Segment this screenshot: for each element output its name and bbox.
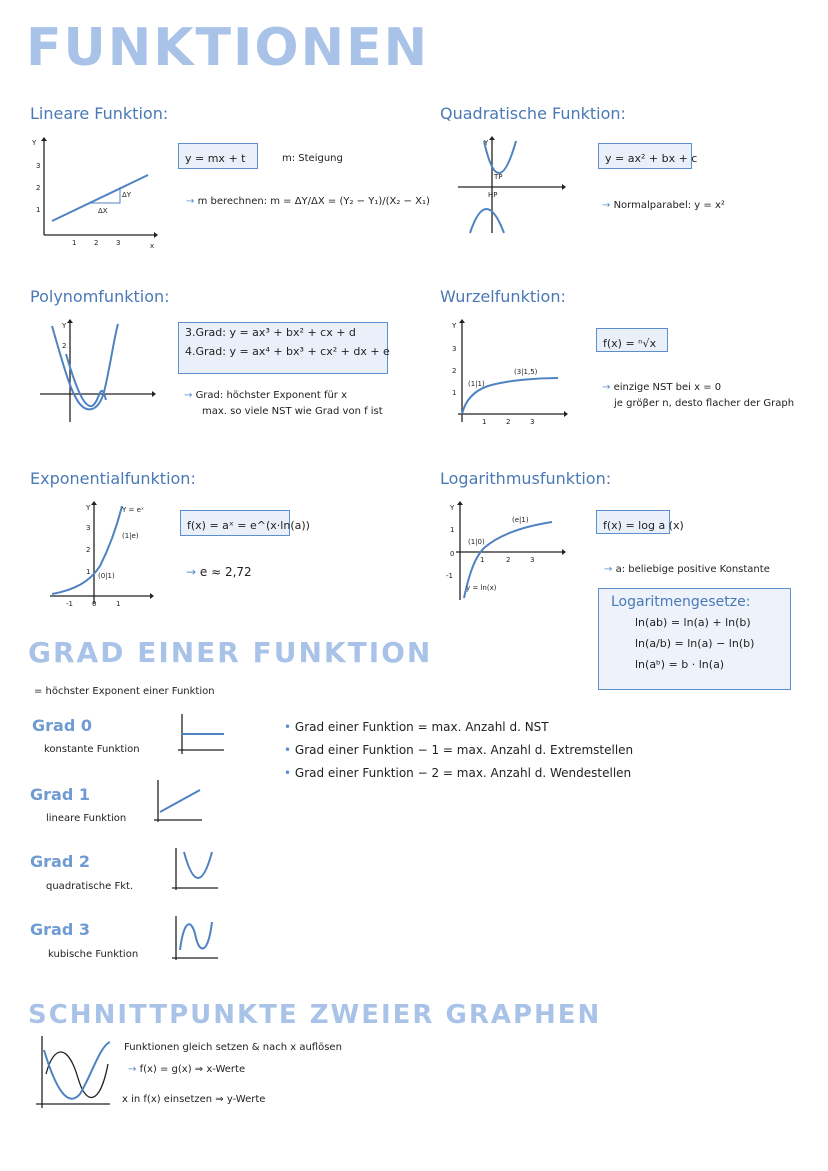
polynom-grad4: 4.Grad: y = ax⁴ + bx³ + cx² + dx + e <box>185 345 390 358</box>
log-p1: (1|0) <box>468 538 485 546</box>
log-law-2: ln(a/b) = ln(a) − ln(b) <box>635 637 755 650</box>
polynom-graph <box>40 318 160 428</box>
wurzel-note1: → einzige NST bei x = 0 <box>602 382 722 393</box>
grad-bullet-3: • Grad einer Funktion − 2 = max. Anzahl d. Wendestellen <box>284 766 632 780</box>
quadratisch-formula-box <box>598 143 698 169</box>
exp-curve-label: Y = eˣ <box>122 506 145 514</box>
logarithmus-note: → a: beliebige positive Konstante <box>604 564 770 575</box>
grad-definition: = höchster Exponent einer Funktion <box>34 686 215 697</box>
log-law-1: ln(ab) = ln(a) + ln(b) <box>635 616 751 629</box>
exponential-graph <box>50 500 160 610</box>
svg-text:-1: -1 <box>66 600 73 608</box>
logarithmus-formula: f(x) = log a (x) <box>603 519 684 532</box>
lineare-m-note: m: Steigung <box>282 153 343 164</box>
exp-p2: (0|1) <box>98 572 115 580</box>
schnitt-line1: Funktionen gleich setzen & nach x auflösen <box>124 1042 342 1053</box>
exponential-formula: f(x) = aˣ = e^(x·ln(a)) <box>187 519 310 532</box>
svg-text:2: 2 <box>506 556 511 564</box>
grad1-graph <box>152 778 204 826</box>
log-gesetze-heading: Logaritmengesetze: <box>611 594 751 610</box>
wurzel-p1: (1|1) <box>468 380 485 388</box>
svg-text:x: x <box>150 242 155 250</box>
log-p2: (e|1) <box>512 516 529 524</box>
svg-text:-1: -1 <box>446 572 453 580</box>
polynom-formula-box <box>178 322 388 374</box>
schnitt-section-title: SCHNITTPUNKTE ZWEIER GRAPHEN <box>28 1000 602 1030</box>
lineare-m-calc: → m berechnen: m = ΔY/ΔX = (Y₂ − Y₁)/(X₂ − X₁) <box>186 196 430 207</box>
tp-label: TP <box>494 173 503 181</box>
delta-y-label: ΔY <box>122 191 132 199</box>
delta-x-label: ΔX <box>98 207 108 215</box>
svg-text:Y: Y <box>484 139 489 147</box>
svg-text:3: 3 <box>530 418 535 426</box>
lineare-graph <box>30 135 160 250</box>
svg-text:0: 0 <box>92 600 97 608</box>
polynom-note1: → Grad: höchster Exponent für x <box>184 390 348 401</box>
grad0-label: konstante Funktion <box>44 744 140 755</box>
svg-text:3: 3 <box>86 524 91 532</box>
log-gesetze-box <box>598 588 791 690</box>
schnitt-line2: → f(x) = g(x) ⇒ x-Werte <box>128 1064 246 1075</box>
svg-text:2: 2 <box>506 418 511 426</box>
svg-text:2: 2 <box>62 342 67 350</box>
svg-text:0: 0 <box>450 550 455 558</box>
wurzel-p2: (3|1,5) <box>514 368 538 376</box>
quadratisch-note: → Normalparabel: y = x² <box>602 200 725 211</box>
schnitt-graph <box>34 1034 114 1114</box>
logarithmus-graph <box>446 500 571 605</box>
lineare-heading: Lineare Funktion: <box>30 104 169 123</box>
svg-text:3: 3 <box>36 162 41 170</box>
svg-text:3: 3 <box>530 556 535 564</box>
svg-text:3: 3 <box>116 239 121 247</box>
exponential-formula-box <box>180 510 310 536</box>
log-law-3: ln(aᵇ) = b · ln(a) <box>635 658 725 671</box>
grad0-graph <box>176 712 226 758</box>
svg-text:Y: Y <box>86 504 91 512</box>
log-curve-label: y = ln(x) <box>466 584 497 592</box>
svg-text:1: 1 <box>482 418 487 426</box>
page-title: FUNKTIONEN <box>26 18 430 78</box>
grad3-graph <box>170 914 220 964</box>
grad3-heading: Grad 3 <box>30 920 90 939</box>
wurzel-note2: je gröβer n, desto flacher der Graph <box>614 398 795 409</box>
grad3-label: kubische Funktion <box>48 949 139 960</box>
quadratisch-graph <box>458 135 568 235</box>
wurzel-graph <box>448 318 573 428</box>
svg-text:1: 1 <box>480 556 485 564</box>
wurzel-heading: Wurzelfunktion: <box>440 287 566 306</box>
svg-text:Y: Y <box>450 504 455 512</box>
svg-text:Y: Y <box>452 322 457 330</box>
grad-section-title: GRAD EINER FUNKTION <box>28 636 433 669</box>
svg-text:2: 2 <box>86 546 91 554</box>
logarithmus-heading: Logarithmusfunktion: <box>440 469 612 488</box>
hp-label: HP <box>488 191 498 199</box>
grad2-label: quadratische Fkt. <box>46 881 134 892</box>
lineare-formula: y = mx + t <box>185 152 246 165</box>
svg-text:2: 2 <box>36 184 41 192</box>
svg-text:2: 2 <box>94 239 99 247</box>
quadratisch-formula: y = ax² + bx + c <box>605 152 698 165</box>
svg-text:1: 1 <box>452 389 457 397</box>
polynom-heading: Polynomfunktion: <box>30 287 170 306</box>
wurzel-formula: f(x) = ⁿ√x <box>603 337 657 350</box>
exponential-heading: Exponentialfunktion: <box>30 469 196 488</box>
svg-text:3: 3 <box>452 345 457 353</box>
grad-bullet-2: • Grad einer Funktion − 1 = max. Anzahl d. Extremstellen <box>284 743 634 757</box>
exponential-note: → e ≈ 2,72 <box>186 565 252 579</box>
svg-text:1: 1 <box>36 206 41 214</box>
grad1-heading: Grad 1 <box>30 785 90 804</box>
grad1-label: lineare Funktion <box>46 813 127 824</box>
exp-p1: (1|e) <box>122 532 139 540</box>
quadratisch-heading: Quadratische Funktion: <box>440 104 626 123</box>
svg-text:1: 1 <box>450 526 455 534</box>
svg-text:1: 1 <box>116 600 121 608</box>
svg-text:Y: Y <box>62 322 67 330</box>
svg-text:2: 2 <box>452 367 457 375</box>
polynom-note2: max. so viele NST wie Grad von f ist <box>202 406 383 417</box>
wurzel-formula-box <box>596 328 668 352</box>
grad-bullet-1: • Grad einer Funktion = max. Anzahl d. NST <box>284 720 549 734</box>
grad0-heading: Grad 0 <box>32 716 92 735</box>
lineare-formula-box <box>178 143 258 169</box>
svg-text:1: 1 <box>72 239 77 247</box>
grad2-heading: Grad 2 <box>30 852 90 871</box>
svg-text:1: 1 <box>86 568 91 576</box>
logarithmus-formula-box <box>596 510 684 534</box>
schnitt-line3: x in f(x) einsetzen ⇒ y-Werte <box>122 1094 266 1105</box>
svg-text:Y: Y <box>32 139 37 147</box>
grad2-graph <box>170 846 220 894</box>
polynom-grad3: 3.Grad: y = ax³ + bx² + cx + d <box>185 326 356 339</box>
